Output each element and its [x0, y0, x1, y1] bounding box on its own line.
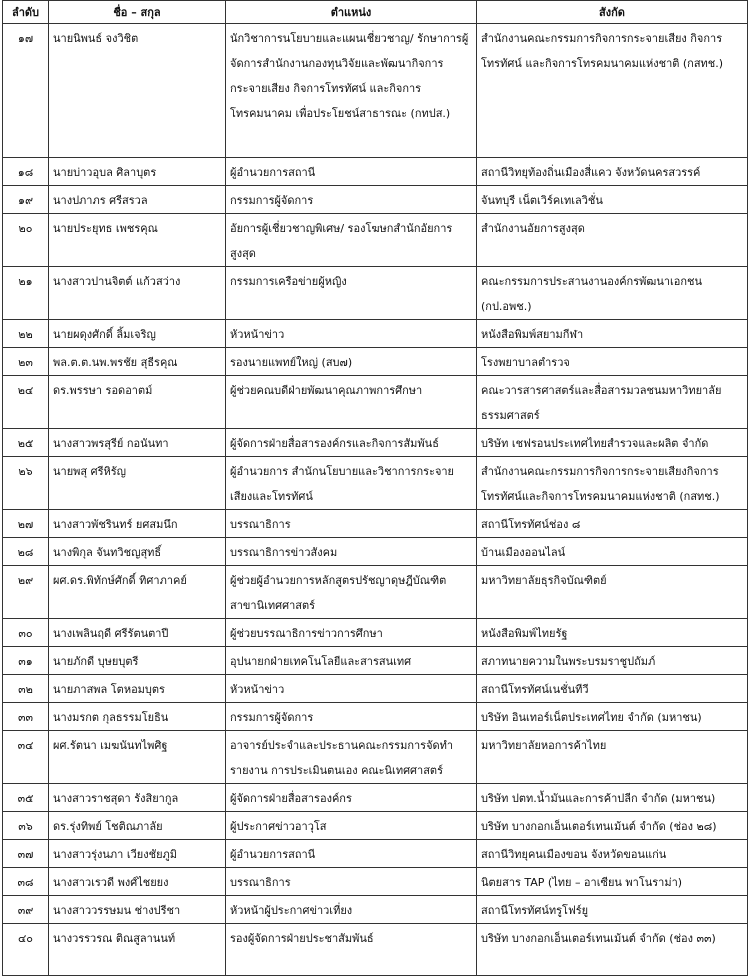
position-cell: อัยการผู้เชี่ยวชาญพิเศษ/ รองโฆษกสำนักอัยการสูงสุด — [226, 214, 477, 267]
affiliation-cell: บริษัท บางกอกเอ็นเตอร์เทนเม้นต์ จำกัด (ช่อง ๓๓) — [477, 924, 748, 976]
affiliation-cell: คณะวารสารศาสตร์และสื่อสารมวลชนมหาวิทยาลัยธรรมศาสตร์ — [477, 376, 748, 429]
name-cell: นางสาววรรษมน ช่างปรีชา — [49, 896, 226, 924]
position-cell: ผู้อำนวยการสถานี — [226, 840, 477, 868]
order-cell: ๓๔ — [3, 731, 49, 784]
order-cell: ๒๑ — [3, 267, 49, 320]
position-cell: รองนายแพทย์ใหญ่ (สบ๗) — [226, 348, 477, 376]
position-cell: ผู้อำนวยการ สำนักนโยบายและวิชาการกระจายเสียงและโทรทัศน์ — [226, 457, 477, 510]
name-cell: นางเพลินฤดี ศรีรัตนตาปี — [49, 619, 226, 647]
position-cell: ผู้อำนวยการสถานี — [226, 158, 477, 186]
table-row — [3, 924, 748, 976]
header-position: ตำแหน่ง — [226, 1, 477, 24]
affiliation-cell: จันทบุรี เน็ตเวิร์คเทเลวิชั่น — [477, 186, 748, 214]
order-cell: ๓๐ — [3, 619, 49, 647]
position-cell: บรรณาธิการข่าวสังคม — [226, 538, 477, 566]
name-cell: นายภักดี บุษยบุตรี — [49, 647, 226, 675]
position-cell: ผู้ประกาศข่าวอาวุโส — [226, 812, 477, 840]
affiliation-cell: สำนักงานคณะกรรมการกิจการกระจายเสียง กิจการโทรทัศน์ และกิจการโทรคมนาคมแห่งชาติ (กสทช.) — [477, 24, 748, 158]
position-cell: รองผู้จัดการฝ่ายประชาสัมพันธ์ — [226, 924, 477, 976]
table-row — [3, 429, 748, 457]
name-cell: นางวรรวรณ ติณสูลานนท์ — [49, 924, 226, 976]
order-cell: ๒๔ — [3, 376, 49, 429]
affiliation-cell: สำนักงานคณะกรรมการกิจการกระจายเสียงกิจการโทรทัศน์และกิจการโทรคมนาคมแห่งชาติ (กสทช.) — [477, 457, 748, 510]
order-cell: ๒๒ — [3, 320, 49, 348]
table-row — [3, 647, 748, 675]
position-cell: หัวหน้าข่าว — [226, 675, 477, 703]
name-cell: นางสาวรุ่งนภา เวียงชัยภูมิ — [49, 840, 226, 868]
table-row — [3, 731, 748, 784]
table-row — [3, 214, 748, 267]
position-cell: บรรณาธิการ — [226, 868, 477, 896]
order-cell: ๒๖ — [3, 457, 49, 510]
name-cell: ดร.รุ่งทิพย์ โชติณภาลัย — [49, 812, 226, 840]
order-cell: ๔๐ — [3, 924, 49, 976]
name-cell: นายประยุทธ เพชรคุณ — [49, 214, 226, 267]
position-cell: นักวิชาการนโยบายและแผนเชี่ยวชาญ/ รักษาการผู้จัดการสำนักงานกองทุนวิจัยและพัฒนากิจการกระจายเสียง กิจการโทรทัศน์ และกิจการโทรคมนาคม เพื่อประโยชน์สาธารณะ (กทปส.) — [226, 24, 477, 158]
table-header-row — [3, 1, 748, 24]
affiliation-cell: มหาวิทยาลัยธุรกิจบัณฑิตย์ — [477, 566, 748, 619]
order-cell: ๑๘ — [3, 158, 49, 186]
name-cell: ดร.พรรษา รอดอาตม์ — [49, 376, 226, 429]
table-row — [3, 348, 748, 376]
position-cell: ผู้จัดการฝ่ายสื่อสารองค์กร — [226, 784, 477, 812]
table-row — [3, 320, 748, 348]
header-order: ลำดับ — [3, 1, 49, 24]
table-row — [3, 158, 748, 186]
order-cell: ๒๐ — [3, 214, 49, 267]
table-row — [3, 812, 748, 840]
order-cell: ๑๗ — [3, 24, 49, 158]
affiliation-cell: โรงพยาบาลตำรวจ — [477, 348, 748, 376]
affiliation-cell: หนังสือพิมพ์สยามกีฬา — [477, 320, 748, 348]
name-cell: นายนิพนธ์ จงวิชิต — [49, 24, 226, 158]
position-cell: บรรณาธิการ — [226, 510, 477, 538]
table-row — [3, 457, 748, 510]
order-cell: ๓๒ — [3, 675, 49, 703]
order-cell: ๓๙ — [3, 896, 49, 924]
order-cell: ๓๗ — [3, 840, 49, 868]
table-row — [3, 675, 748, 703]
table-row — [3, 24, 748, 158]
name-cell: ผศ.รัตนา เมฆนันทไพศิฐ — [49, 731, 226, 784]
position-cell: หัวหน้าผู้ประกาศข่าวเที่ยง — [226, 896, 477, 924]
table-row — [3, 896, 748, 924]
affiliation-cell: บริษัท เชฟรอนประเทศไทยสำรวจและผลิต จำกัด — [477, 429, 748, 457]
affiliation-cell: สภาทนายความในพระบรมราชูปถัมภ์ — [477, 647, 748, 675]
header-name: ชื่อ – สกุล — [49, 1, 226, 24]
affiliation-cell: มหาวิทยาลัยหอการค้าไทย — [477, 731, 748, 784]
order-cell: ๒๙ — [3, 566, 49, 619]
name-cell: ผศ.ดร.พิทักษ์ศักดิ์ ทิศาภาคย์ — [49, 566, 226, 619]
name-cell: นางสาวเรวดี พงศ์ไชยยง — [49, 868, 226, 896]
order-cell: ๑๙ — [3, 186, 49, 214]
table-row — [3, 267, 748, 320]
position-cell: อาจารย์ประจำและประธานคณะกรรมการจัดทำรายงาน การประเมินตนเอง คณะนิเทศศาสตร์ — [226, 731, 477, 784]
position-cell: อุปนายกฝ่ายเทคโนโลยีและสารสนเทศ — [226, 647, 477, 675]
name-cell: นายภาสพล โตหอมบุตร — [49, 675, 226, 703]
order-cell: ๓๘ — [3, 868, 49, 896]
table-row — [3, 840, 748, 868]
order-cell: ๒๗ — [3, 510, 49, 538]
table-row — [3, 566, 748, 619]
name-cell: นายผดุงศักดิ์ ลิ้มเจริญ — [49, 320, 226, 348]
name-cell: นางสาวปานจิตต์ แก้วสว่าง — [49, 267, 226, 320]
affiliation-cell: สถานีโทรทัศน์ช่อง ๘ — [477, 510, 748, 538]
table-row — [3, 510, 748, 538]
affiliation-cell: นิตยสาร TAP (ไทย – อาเซียน พาโนราม่า) — [477, 868, 748, 896]
position-cell: ผู้ช่วยคณบดีฝ่ายพัฒนาคุณภาพการศึกษา — [226, 376, 477, 429]
affiliation-cell: สถานีวิทยุท้องถิ่นเมืองสี่แคว จังหวัดนครสวรรค์ — [477, 158, 748, 186]
order-cell: ๓๑ — [3, 647, 49, 675]
name-cell: นางสาวราชสุดา รังสิยากูล — [49, 784, 226, 812]
affiliation-cell: บริษัท อินเทอร์เน็ตประเทศไทย จำกัด (มหาชน) — [477, 703, 748, 731]
table-row — [3, 868, 748, 896]
affiliation-cell: บ้านเมืองออนไลน์ — [477, 538, 748, 566]
affiliation-cell: สถานีโทรทัศน์เนชั่นทีวี — [477, 675, 748, 703]
name-cell: นางปภาภร ศรีสรวล — [49, 186, 226, 214]
table-row — [3, 619, 748, 647]
affiliation-cell: สำนักงานอัยการสูงสุด — [477, 214, 748, 267]
affiliation-cell: บริษัท บางกอกเอ็นเตอร์เทนเม้นต์ จำกัด (ช่อง ๒๘) — [477, 812, 748, 840]
table-row — [3, 186, 748, 214]
affiliation-cell: สถานีโทรทัศน์ทรูโฟร์ยู — [477, 896, 748, 924]
table-row — [3, 784, 748, 812]
member-table — [2, 0, 748, 976]
position-cell: กรรมการเครือข่ายผู้หญิง — [226, 267, 477, 320]
position-cell: ผู้ช่วยบรรณาธิการข่าวการศึกษา — [226, 619, 477, 647]
position-cell: ผู้จัดการฝ่ายสื่อสารองค์กรและกิจการสัมพันธ์ — [226, 429, 477, 457]
order-cell: ๒๘ — [3, 538, 49, 566]
position-cell: กรรมการผู้จัดการ — [226, 703, 477, 731]
name-cell: นายพสุ ศรีหิรัญ — [49, 457, 226, 510]
order-cell: ๓๖ — [3, 812, 49, 840]
position-cell: ผู้ช่วยผู้อำนวยการหลักสูตรปรัชญาดุษฎีบัณฑิต สาขานิเทศศาสตร์ — [226, 566, 477, 619]
order-cell: ๒๕ — [3, 429, 49, 457]
name-cell: พล.ต.ต.นพ.พรชัย สุธีรคุณ — [49, 348, 226, 376]
position-cell: กรรมการผู้จัดการ — [226, 186, 477, 214]
order-cell: ๓๕ — [3, 784, 49, 812]
order-cell: ๓๓ — [3, 703, 49, 731]
name-cell: นายบ่าวอุบล ศิลาบุตร — [49, 158, 226, 186]
affiliation-cell: หนังสือพิมพ์ไทยรัฐ — [477, 619, 748, 647]
affiliation-cell: บริษัท ปตท.น้ำมันและการค้าปลีก จำกัด (มหาชน) — [477, 784, 748, 812]
affiliation-cell: คณะกรรมการประสานงานองค์กรพัฒนาเอกชน (กป.อพช.) — [477, 267, 748, 320]
table-row — [3, 538, 748, 566]
name-cell: นางสาวพัชรินทร์ ยศสมนึก — [49, 510, 226, 538]
position-cell: หัวหน้าข่าว — [226, 320, 477, 348]
name-cell: นางพิกุล จันทวิชญสุทธิ์ — [49, 538, 226, 566]
order-cell: ๒๓ — [3, 348, 49, 376]
table-row — [3, 703, 748, 731]
table-row — [3, 376, 748, 429]
name-cell: นางสาวพรสุรีย์ กอนันทา — [49, 429, 226, 457]
affiliation-cell: สถานีวิทยุคนเมืองขอน จังหวัดขอนแก่น — [477, 840, 748, 868]
name-cell: นางมรกต กุลธรรมโยธิน — [49, 703, 226, 731]
header-affiliation: สังกัด — [477, 1, 748, 24]
